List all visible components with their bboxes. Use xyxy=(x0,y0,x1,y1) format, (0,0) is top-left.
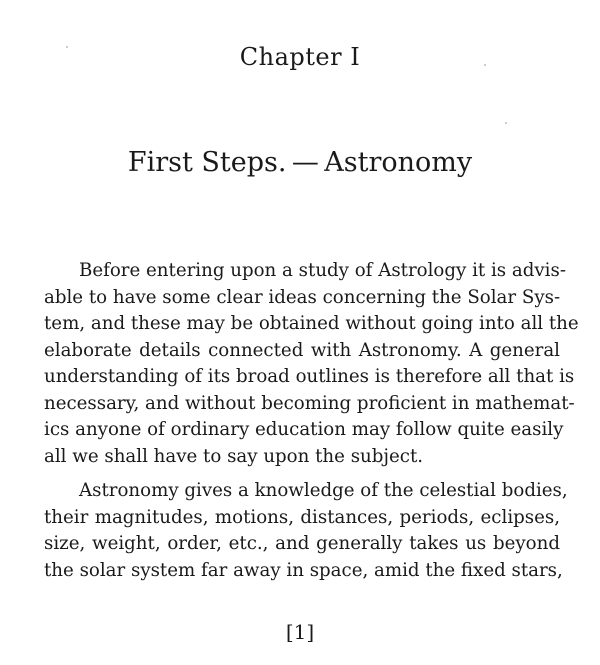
paragraph-2 xyxy=(44,478,568,584)
paragraph-line: understanding of its broad outlines is therefore all that is xyxy=(44,366,575,387)
scan-speck xyxy=(505,122,507,124)
paragraph-line: size, weight, order, etc., and generally takes us beyond xyxy=(44,533,560,554)
paragraph-line: Before entering upon a study of Astrology it is advis- xyxy=(79,260,566,281)
paragraph-1 xyxy=(44,258,579,470)
paragraph-line: elaborate details connected with Astronomy. A general xyxy=(44,339,560,361)
paragraph-line: able to have some clear ideas concerning the Solar Sys- xyxy=(44,286,561,308)
paragraph-line: necessary, and without becoming proficient in mathemat- xyxy=(44,392,575,414)
scan-speck xyxy=(66,46,68,48)
paragraph-line: the solar system far away in space, amid the fixed stars, xyxy=(44,559,563,581)
paragraph-line: all we shall have to say upon the subject. xyxy=(44,445,424,467)
section-title: First Steps. — Astronomy xyxy=(127,147,473,178)
paragraph-line: tem, and these may be obtained without going into all the xyxy=(44,313,579,334)
body-text xyxy=(44,258,579,584)
paragraph-line: ics anyone of ordinary education may follow quite easily xyxy=(44,419,564,440)
paragraph-gap xyxy=(44,470,560,478)
paragraph-line: their magnitudes, motions, distances, periods, eclipses, xyxy=(44,506,560,528)
scan-speck xyxy=(484,64,486,66)
paragraph-line: Astronomy gives a knowledge of the celestial bodies, xyxy=(79,480,568,501)
page-number: [1] xyxy=(285,620,315,644)
chapter-heading: Chapter I xyxy=(239,43,361,71)
